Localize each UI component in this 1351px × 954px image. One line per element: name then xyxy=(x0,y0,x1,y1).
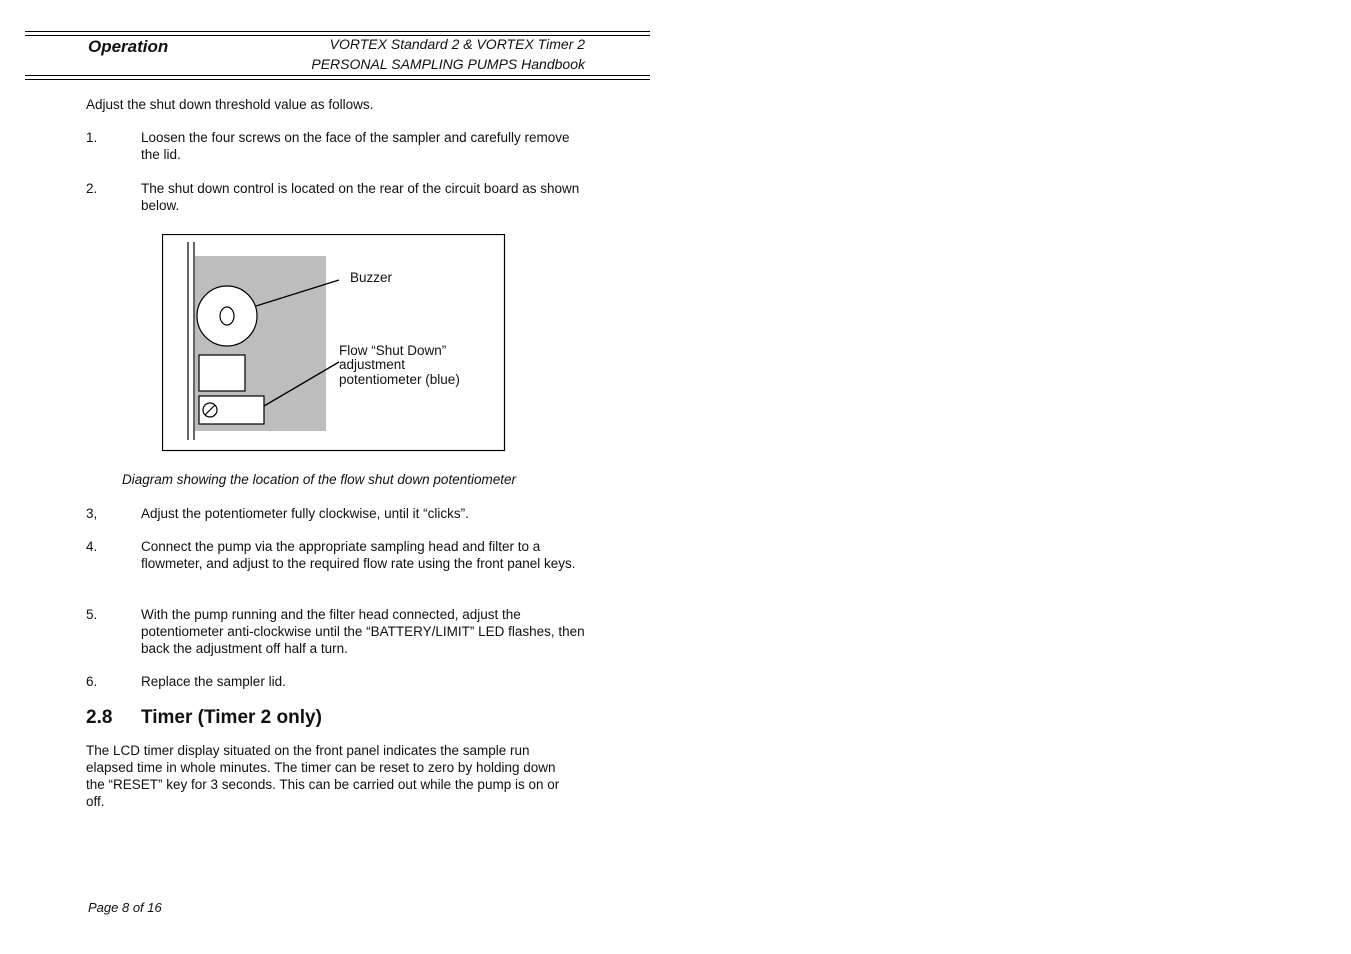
page-number: Page 8 of 16 xyxy=(88,900,162,915)
potentiometer-label-line2: adjustment xyxy=(339,357,406,372)
step-text: The shut down control is located on the rear of the circuit board as shown below. xyxy=(141,181,580,213)
header-rule-bottom-2 xyxy=(25,79,650,80)
header-rule-top-1 xyxy=(25,31,650,32)
potentiometer-label-line1: Flow “Shut Down” xyxy=(339,343,447,358)
buzzer-center xyxy=(220,307,234,325)
intro-paragraph: Adjust the shut down threshold value as follows. xyxy=(86,97,374,112)
step-number: 1. xyxy=(86,130,98,145)
header-rule-bottom-1 xyxy=(25,75,650,76)
section-heading: Timer (Timer 2 only) xyxy=(141,707,322,728)
header-section-title: Operation xyxy=(88,37,169,56)
step-number: 5. xyxy=(86,607,98,622)
potentiometer-label-line3: potentiometer (blue) xyxy=(339,372,460,387)
section-body-paragraph: The LCD timer display situated on the front panel indicates the sample run elapsed time in whole minutes. The timer can be reset to zero by holding down the “RESET” key for 3 seconds. This can be carried out while the pump is on or off. xyxy=(86,743,560,809)
step-text: Loosen the four screws on the face of the sampler and carefully remove the lid. xyxy=(141,130,570,162)
step-number: 2. xyxy=(86,181,98,196)
step-text: Replace the sampler lid. xyxy=(141,674,286,689)
header-doc-title-line1: VORTEX Standard 2 & VORTEX Timer 2 xyxy=(329,36,585,52)
step-number: 3, xyxy=(86,506,98,521)
header-doc-title-line2: PERSONAL SAMPLING PUMPS Handbook xyxy=(311,56,585,72)
section-number: 2.8 xyxy=(86,707,113,728)
component-block xyxy=(199,355,245,391)
step-number: 6. xyxy=(86,674,98,689)
step-text: Connect the pump via the appropriate sampling head and filter to a flowmeter, and adjust to the required flow rate using the front panel keys. xyxy=(141,539,576,571)
diagram-caption: Diagram showing the location of the flow shut down potentiometer xyxy=(122,472,516,487)
circuit-board-diagram xyxy=(162,234,506,454)
step-text: With the pump running and the filter head connected, adjust the potentiometer anti-clockwise until the “BATTERY/LIMIT” LED flashes, then back the adjustment off half a turn. xyxy=(141,607,585,656)
step-number: 4. xyxy=(86,539,98,554)
step-text: Adjust the potentiometer fully clockwise, until it “clicks”. xyxy=(141,506,469,521)
buzzer-label: Buzzer xyxy=(350,270,393,285)
